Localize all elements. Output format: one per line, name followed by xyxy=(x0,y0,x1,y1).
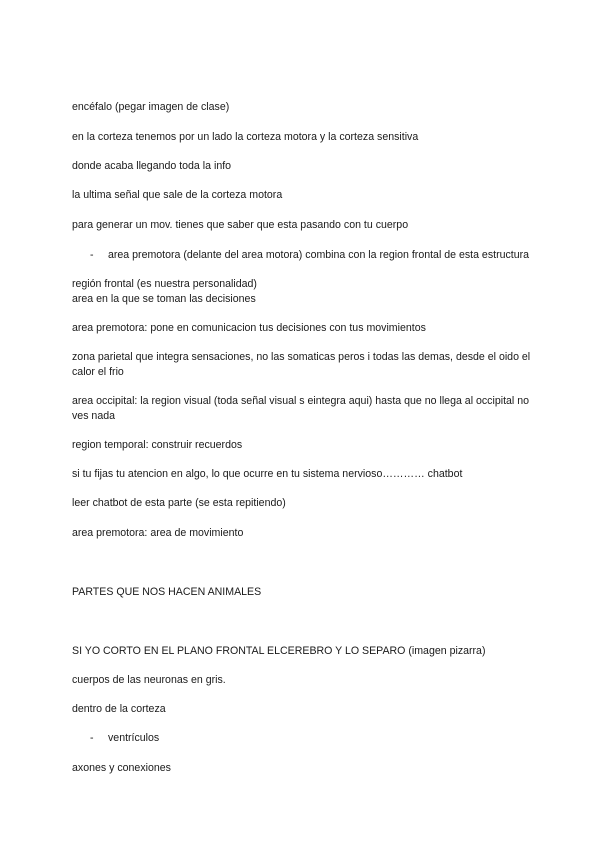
text-line: region temporal: construir recuerdos xyxy=(72,439,243,451)
bullet-item xyxy=(72,248,532,263)
text-line: cuerpos de las neuronas en gris. xyxy=(72,674,226,686)
text-line: encéfalo (pegar imagen de clase) xyxy=(72,101,230,113)
text-line: dentro de la corteza xyxy=(72,703,166,715)
text-line: si tu fijas tu atencion en algo, lo que ocurre en tu sistema nervioso………… chatbot xyxy=(72,468,463,480)
text-line: axones y conexiones xyxy=(72,762,171,774)
text-line: para generar un mov. tienes que saber que esta pasando con tu cuerpo xyxy=(72,219,409,231)
section-heading: SI YO CORTO EN EL PLANO FRONTAL ELCEREBRO Y LO SEPARO (imagen pizarra) xyxy=(72,645,486,657)
text-line: región frontal (es nuestra personalidad) xyxy=(72,278,257,290)
text-line: la ultima señal que sale de la corteza motora xyxy=(72,189,283,201)
text-line: en la corteza tenemos por un lado la corteza motora y la corteza sensitiva xyxy=(72,131,419,143)
text-line: area occipital: la region visual (toda señal visual s eintegra aqui) hasta que no llega al occipital no ves nada xyxy=(72,395,529,422)
text-line: leer chatbot de esta parte (se esta repitiendo) xyxy=(72,497,286,509)
text-line: area en la que se toman las decisiones xyxy=(72,293,256,305)
text-line: area premotora: area de movimiento xyxy=(72,527,244,539)
text-line: donde acaba llegando toda la info xyxy=(72,160,232,172)
text-line: area premotora: pone en comunicacion tus decisiones con tus movimientos xyxy=(72,322,426,334)
section-heading: PARTES QUE NOS HACEN ANIMALES xyxy=(72,586,262,598)
bullet-item xyxy=(72,731,532,746)
bullet-text: ventrículos xyxy=(108,732,160,744)
text-line: zona parietal que integra sensaciones, no las somaticas peros i todas las demas, desde el oido el calor el frio xyxy=(72,351,531,378)
bullet-dash: - xyxy=(90,732,94,744)
bullet-text: area premotora (delante del area motora) combina con la region frontal de esta estructura xyxy=(108,249,530,261)
bullet-dash: - xyxy=(90,249,94,261)
